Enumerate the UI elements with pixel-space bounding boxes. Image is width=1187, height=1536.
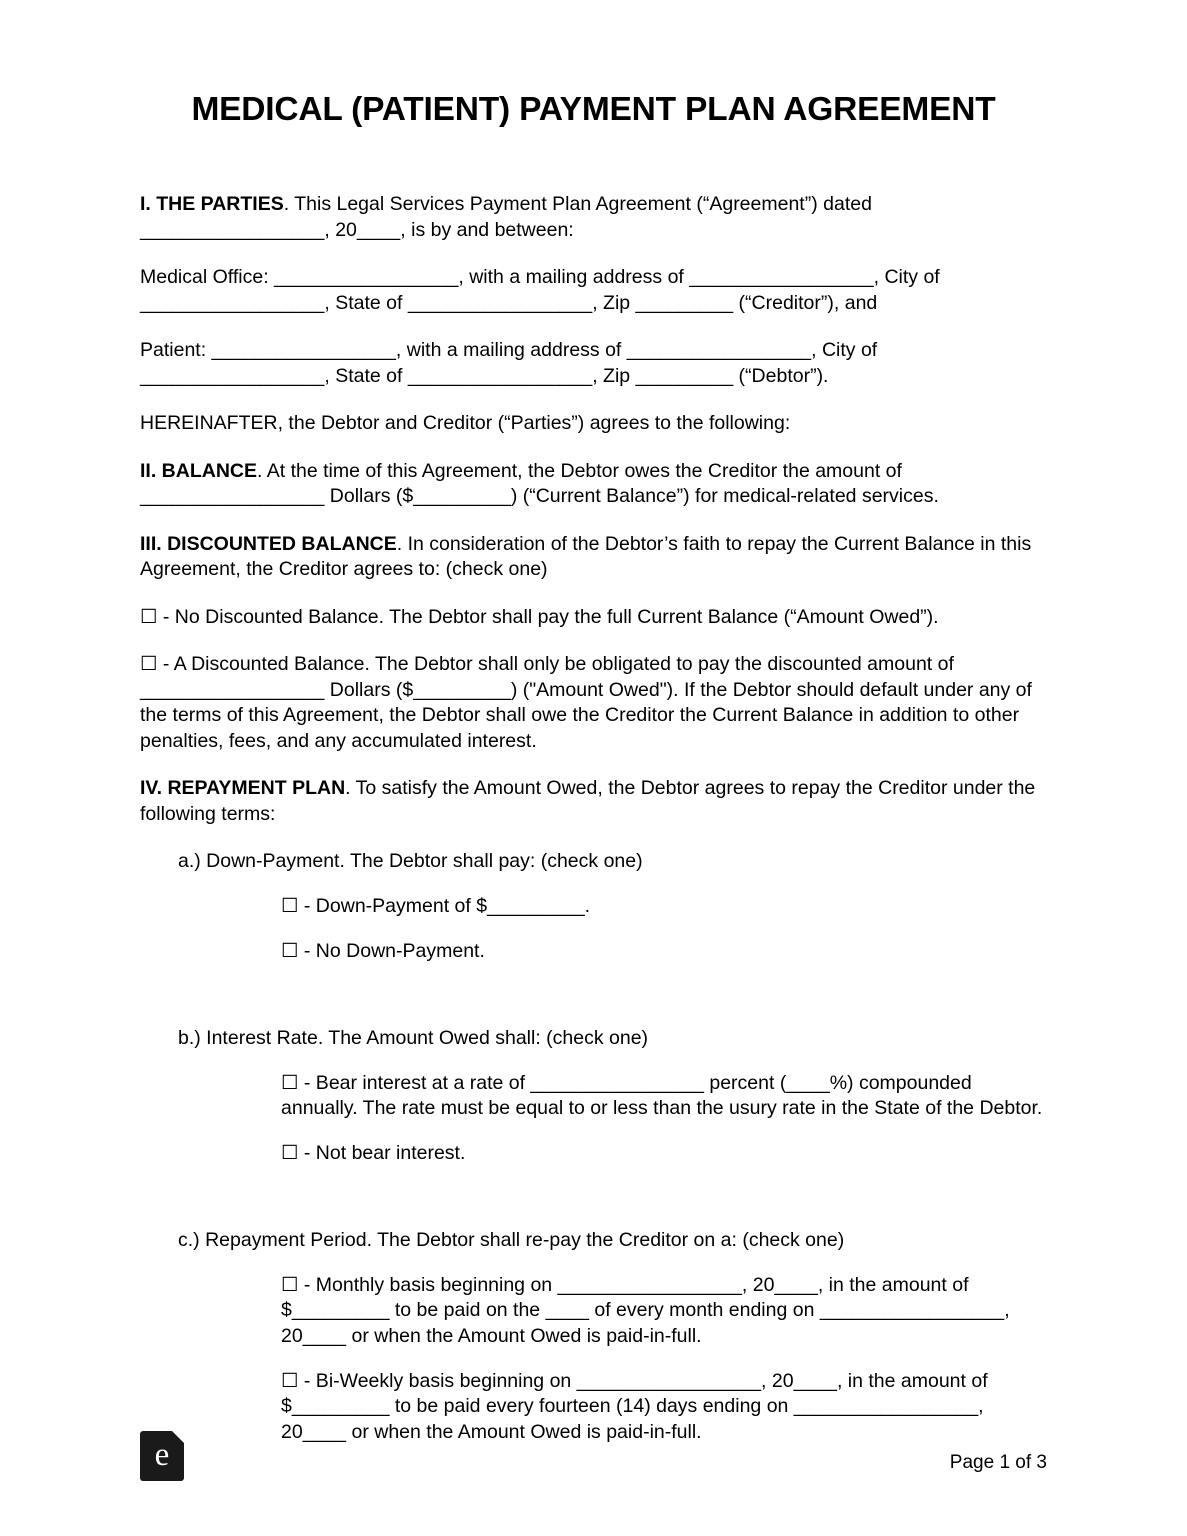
section-parties-heading: I. THE PARTIES	[140, 193, 284, 216]
logo-document-shape	[140, 1431, 184, 1481]
section-discounted-balance	[140, 532, 1047, 583]
section-balance-heading: II. BALANCE	[140, 459, 257, 482]
checkbox-no-discounted-balance[interactable]: ☐ - No Discounted Balance. The Debtor shall pay the full Current Balance (“Amount Owed”).	[140, 605, 939, 628]
checkbox-no-down-payment[interactable]: ☐ - No Down-Payment.	[281, 940, 485, 963]
section-parties-intro: . This Legal Services Payment Plan Agreement (“Agreement”) dated _________________, 20____, is by and between:	[140, 193, 872, 241]
section-discounted-balance-heading: III. DISCOUNTED BALANCE	[140, 532, 397, 555]
section-repayment-plan-body: . To satisfy the Amount Owed, the Debtor agrees to repay the Creditor under the following terms:	[140, 777, 1036, 825]
section-balance-body: . At the time of this Agreement, the Debtor owes the Creditor the amount of _________________ Dollars ($_________) (“Current Balance”) for medical-related services.	[140, 459, 939, 508]
item-b-label: b.) Interest Rate. The Amount Owed shall: (check one)	[178, 1026, 649, 1049]
page-title: MEDICAL (PATIENT) PAYMENT PLAN AGREEMENT	[191, 91, 996, 128]
document-body	[140, 90, 1047, 1465]
section-discounted-balance-body: . In consideration of the Debtor’s faith to repay the Current Balance in this Agreement, the Creditor agrees to: (check one)	[140, 532, 1032, 581]
patient-line: Patient: _________________, with a mailing address of _________________, City of _________________, State of _________________, Zip _________ (“Debtor”).	[140, 339, 878, 387]
checkbox-down-payment[interactable]: ☐ - Down-Payment of $_________.	[281, 895, 591, 918]
hereinafter-line: HEREINAFTER, the Debtor and Creditor (“Parties”) agrees to the following:	[140, 412, 791, 435]
checkbox-monthly-basis[interactable]: ☐ - Monthly basis beginning on _________________, 20____, in the amount of $_________ to be paid on the ____ of every month ending on _________________, 20____ or when the Amount Owed is paid-in-full.	[281, 1273, 1010, 1347]
checkbox-biweekly-basis[interactable]: ☐ - Bi-Weekly basis beginning on _________________, 20____, in the amount of $_________ to be paid every fourteen (14) days ending on _________________, 20____ or when the Amount Owed is paid-in-full.	[281, 1369, 988, 1443]
medical-office-line: Medical Office: _________________, with a mailing address of _________________, City of _________________, State of _________________, Zip _________ (“Creditor”), and	[140, 266, 940, 314]
page-number: Page 1 of 3	[949, 1452, 1047, 1473]
checkbox-bear-interest[interactable]: ☐ - Bear interest at a rate of ________________ percent (____%) compounded annually. The rate must be equal to or less than the usury rate in the State of the Debtor.	[281, 1071, 1043, 1120]
checkbox-a-discounted-balance[interactable]: ☐ - A Discounted Balance. The Debtor shall only be obligated to pay the discounted amount of _________________ Dollars ($_________) ("Amount Owed"). If the Debtor should default under any of the terms of this Agreement, the Debtor shall owe the Creditor the Current Balance in addition to other penalties, fees, and any accumulated interest.	[140, 653, 1032, 752]
section-parties	[140, 192, 1047, 243]
eforms-logo-icon	[140, 1431, 184, 1481]
checkbox-not-bear-interest[interactable]: ☐ - Not bear interest.	[281, 1142, 466, 1165]
section-repayment-plan-heading: IV. REPAYMENT PLAN	[140, 777, 346, 800]
section-repayment-plan	[140, 776, 1047, 827]
section-balance	[140, 459, 1047, 510]
logo-fold-corner	[172, 1431, 184, 1443]
item-a-label: a.) Down-Payment. The Debtor shall pay: (check one)	[178, 850, 643, 873]
item-c-label: c.) Repayment Period. The Debtor shall re-pay the Creditor on a: (check one)	[178, 1228, 845, 1251]
